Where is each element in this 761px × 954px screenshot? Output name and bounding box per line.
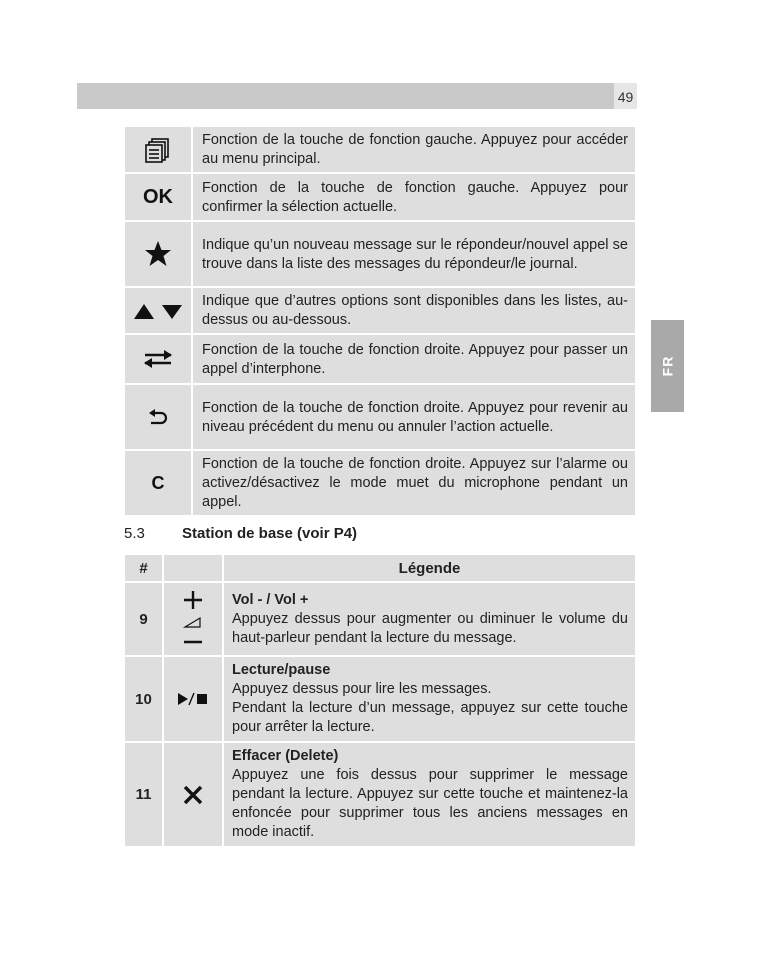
header-legend: Légende <box>223 554 636 582</box>
page-number: 49 <box>614 83 637 109</box>
table-row <box>124 450 636 516</box>
up-down-arrows-icon <box>130 302 186 319</box>
soft-key-description: Indique que d’autres options sont disponibles dans les listes, au-dessus ou au-dessous. <box>192 287 636 334</box>
row-title: Vol - / Vol + <box>232 591 309 608</box>
menu-icon <box>145 141 171 158</box>
soft-key-description: Fonction de la touche de fonction gauche. Appuyez pour accéder au menu principal. <box>192 126 636 173</box>
table-row <box>124 126 636 173</box>
language-tab <box>651 320 684 412</box>
soft-key-description: Indique qu’un nouveau message sur le répondeur/nouvel appel se trouve dans la liste des messages du répondeur/le journal. <box>192 221 636 287</box>
table-row <box>124 656 636 742</box>
row-number: 9 <box>124 582 163 656</box>
intercom-icon <box>142 350 174 367</box>
base-station-table <box>124 554 636 847</box>
star-icon <box>144 245 172 262</box>
ok-icon: OK <box>143 185 173 208</box>
row-description: Appuyez une fois dessus pour supprimer le message pendant la lecture. Appuyez sur cette touche et maintenez-la enfoncée pour supprimer tous les anciens messages en mode inactif. <box>232 767 628 840</box>
section-heading <box>124 525 357 542</box>
table-row <box>124 384 636 450</box>
row-description: Appuyez dessus pour augmenter ou diminuer le volume du haut-parleur pendant la lecture du message. <box>232 610 628 646</box>
header-icon <box>163 554 223 582</box>
language-tab-label: FR <box>659 355 676 377</box>
table-row <box>124 582 636 656</box>
row-number: 10 <box>124 656 163 742</box>
table-row <box>124 287 636 334</box>
row-title: Effacer (Delete) <box>232 748 339 764</box>
row-title: Lecture/pause <box>232 662 331 678</box>
section-title: Station de base (voir P4) <box>182 525 358 542</box>
volume-icon <box>181 610 205 627</box>
row-description: Appuyez dessus pour lire les messages. <box>232 681 492 697</box>
table-row <box>124 173 636 221</box>
section-number: 5.3 <box>124 525 145 542</box>
table-row <box>124 221 636 287</box>
row-number: 11 <box>124 742 163 847</box>
table-row <box>124 334 636 384</box>
table-header-row <box>124 554 636 582</box>
soft-key-description: Fonction de la touche de fonction gauche. Appuyez pour confirmer la sélection actuelle. <box>192 173 636 221</box>
page-header-bar <box>77 83 614 109</box>
play-stop-icon <box>177 690 209 707</box>
soft-key-description: Fonction de la touche de fonction droite. Appuyez pour passer un appel d’interphone. <box>192 334 636 384</box>
soft-key-description: Fonction de la touche de fonction droite. Appuyez sur l’alarme ou activez/désactivez le mode muet du microphone pendant un appel. <box>192 450 636 516</box>
c-icon: C <box>151 472 165 493</box>
table-row <box>124 742 636 847</box>
soft-key-description: Fonction de la touche de fonction droite. Appuyez pour revenir au niveau précédent du menu ou annuler l’action actuelle. <box>192 384 636 450</box>
soft-key-table <box>124 126 636 516</box>
back-icon <box>147 408 169 425</box>
delete-x-icon <box>182 786 204 803</box>
header-number: # <box>124 554 163 582</box>
row-description: Pendant la lecture d’un message, appuyez sur cette touche pour arrêter la lecture. <box>232 700 628 735</box>
